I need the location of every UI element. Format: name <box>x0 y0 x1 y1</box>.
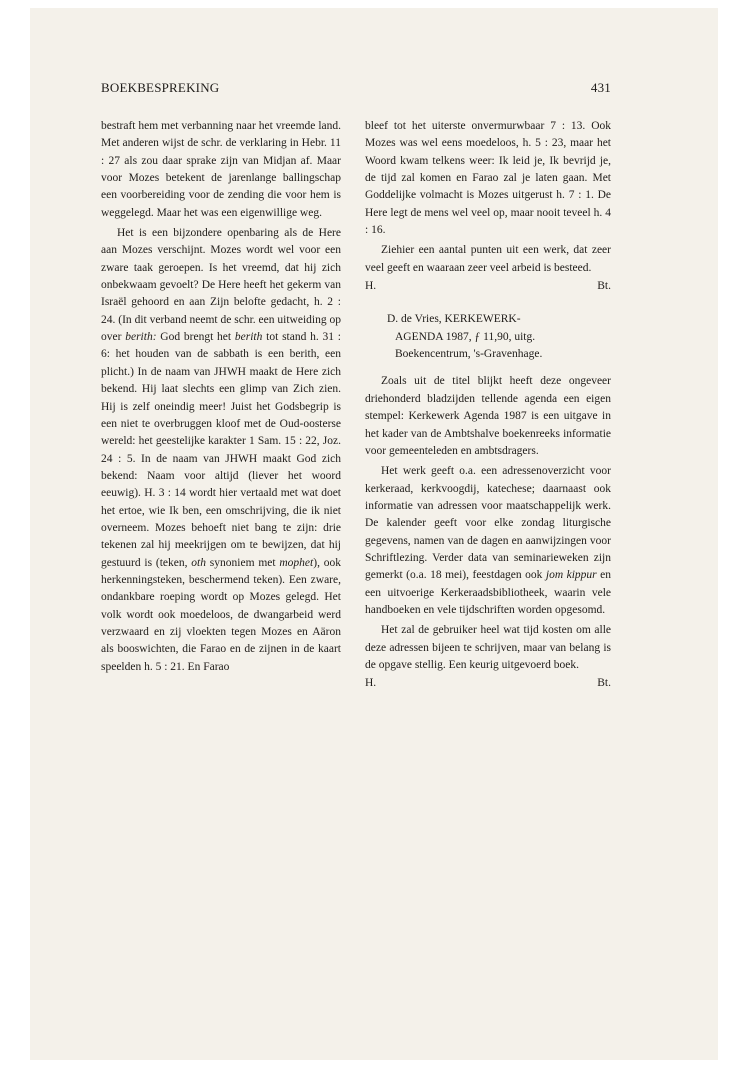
text-run: Het is een bijzondere openbaring als de Here aan Mozes verschijnt. Mozes wordt wel voor een zware taak geroepen. Is het vreemd, dat hij zich onbekwaam gevoelt? De Here heeft het gekerm van Israël gehoord en aan Zijn belofte gedacht, h. 2 : 24. (In dit verband neemt de schr. een uitweiding op over <box>101 227 341 344</box>
text-run: en een uitvoerige Kerkeraadsbibliotheek, waarin vele handboeken en vele tijdschriften worden opgesomd. <box>365 569 611 616</box>
signature-initials: Bt. <box>597 280 611 293</box>
text-run: synoniem met <box>206 556 280 569</box>
running-title: BOEKBESPREKING <box>101 80 220 95</box>
italic-term: berith <box>234 331 263 344</box>
paragraph: bestraft hem met verbanning naar het vreemde land. Met anderen wijst de schr. de verklaring in Hebr. 11 : 27 als zou daar sprake zijn van Midjan af. Maar voor Mozes betekent de jarenlange ballingschap een voorbereiding voor de zending die voor hem is weggelegd. Maar het was een eigenwillige weg. <box>101 120 341 219</box>
left-column <box>101 118 341 676</box>
paragraph: bleef tot het uiterste onvermurwbaar 7 : 13. Ook Mozes was wel eens moedeloos, h. 5 : 23, maar het Woord kwam telkens weer: Ik leid je, Ik bevrijd je, de tijd zal komen en Farao zal je laten gaan. Met Goddelijke volmacht is Mozes uitgerust h. 7 : 1. De Here legt de mens wel veel op, maar nooit teveel h. 4 : 16. <box>365 120 611 237</box>
book-reference-line: D. de Vries, KERKEWERK- <box>387 313 521 326</box>
reviewer-signature <box>365 278 611 295</box>
text-run: ), ook herkenningsteken, beschermend teken). Een zware, ondankbare roeping wordt op Mozes gelegd. Het volk wordt ook moedeloos, de dwangarbeid werd verzwaard en zij vloekten tegen Mozes en Aäron als booswichten, die Farao en de zijnen in de kaart speelden h. 5 : 21. En Farao <box>101 556 341 673</box>
italic-term: jom kippur <box>545 569 597 582</box>
book-reference-line: Boekencentrum, 's-Gravenhage. <box>395 348 543 361</box>
paragraph: Ziehier een aantal punten uit een werk, dat zeer veel geeft en waaraan zeer veel arbeid is besteed. <box>365 244 611 274</box>
right-column <box>365 118 611 693</box>
italic-term: oth <box>191 556 206 569</box>
signature-initial: H. <box>365 280 377 293</box>
paragraph <box>101 225 341 676</box>
italic-term: berith: <box>125 331 157 344</box>
text-run: tot stand h. 31 : 6: het houden van de sabbath is een berith, een plicht.) In de naam van JHWH maakt de Here zich bekend. Hij laat slechts een glimp van Zich zien. Hij is zelf oneindig meer! Juist het Godsbegrip is een niet te overbruggen kloof met de Oud-oosterse wereld: het geestelijke karakter 1 Sam. 15 : 22, Joz. 24 : 5. In de naam van JHWH maakt God zich bekend: Naam voor altijd (liever het woord eeuwig). H. 3 : 14 wordt hier vertaald met wat doet het ertoe, wie Ik ben, een omschrijving, die ik niet overneem. Mozes behoeft niet bang te zijn: drie tekenen zal hij meekrijgen om te bewijzen, dat hij gestuurd is (teken, <box>101 331 342 569</box>
page-number: 431 <box>590 80 611 95</box>
paragraph <box>365 463 611 619</box>
book-reference-line: AGENDA 1987, ƒ 11,90, uitg. <box>395 330 536 343</box>
book-reference <box>387 311 611 363</box>
signature-initial: H. <box>365 677 377 690</box>
text-run: Het werk geeft o.a. een adressenoverzicht voor kerkeraad, kerkvoogdij, katechese; daarnaast ook informatie van adressen voor maatschappelijk werk. De kalender geeft voor elke zondag liturgische gegevens, namen van de dagen en aanwijzingen voor Schriftlezing. Verder data van seminarieweken zijn gemerkt (o.a. 18 mei), feestdagen ook <box>365 465 611 582</box>
paragraph: Zoals uit de titel blijkt heeft deze ongeveer driehonderd bladzijden tellende agenda een eigen stempel: Kerkewerk Agenda 1987 is een uitgave in het kader van de Ambtshalve boekenreeks informatie voor gemeenteleden en ambtsdragers. <box>365 375 611 457</box>
signature-initials: Bt. <box>597 677 611 690</box>
reviewer-signature <box>365 675 611 692</box>
text-run: God brengt het <box>156 331 235 344</box>
italic-term: mophet <box>279 556 314 569</box>
paragraph: Het zal de gebruiker heel wat tijd kosten om alle deze adressen bijeen te schrijven, maar van belang is de opgave stellig. Een keurig uitgevoerd boek. <box>365 624 611 671</box>
